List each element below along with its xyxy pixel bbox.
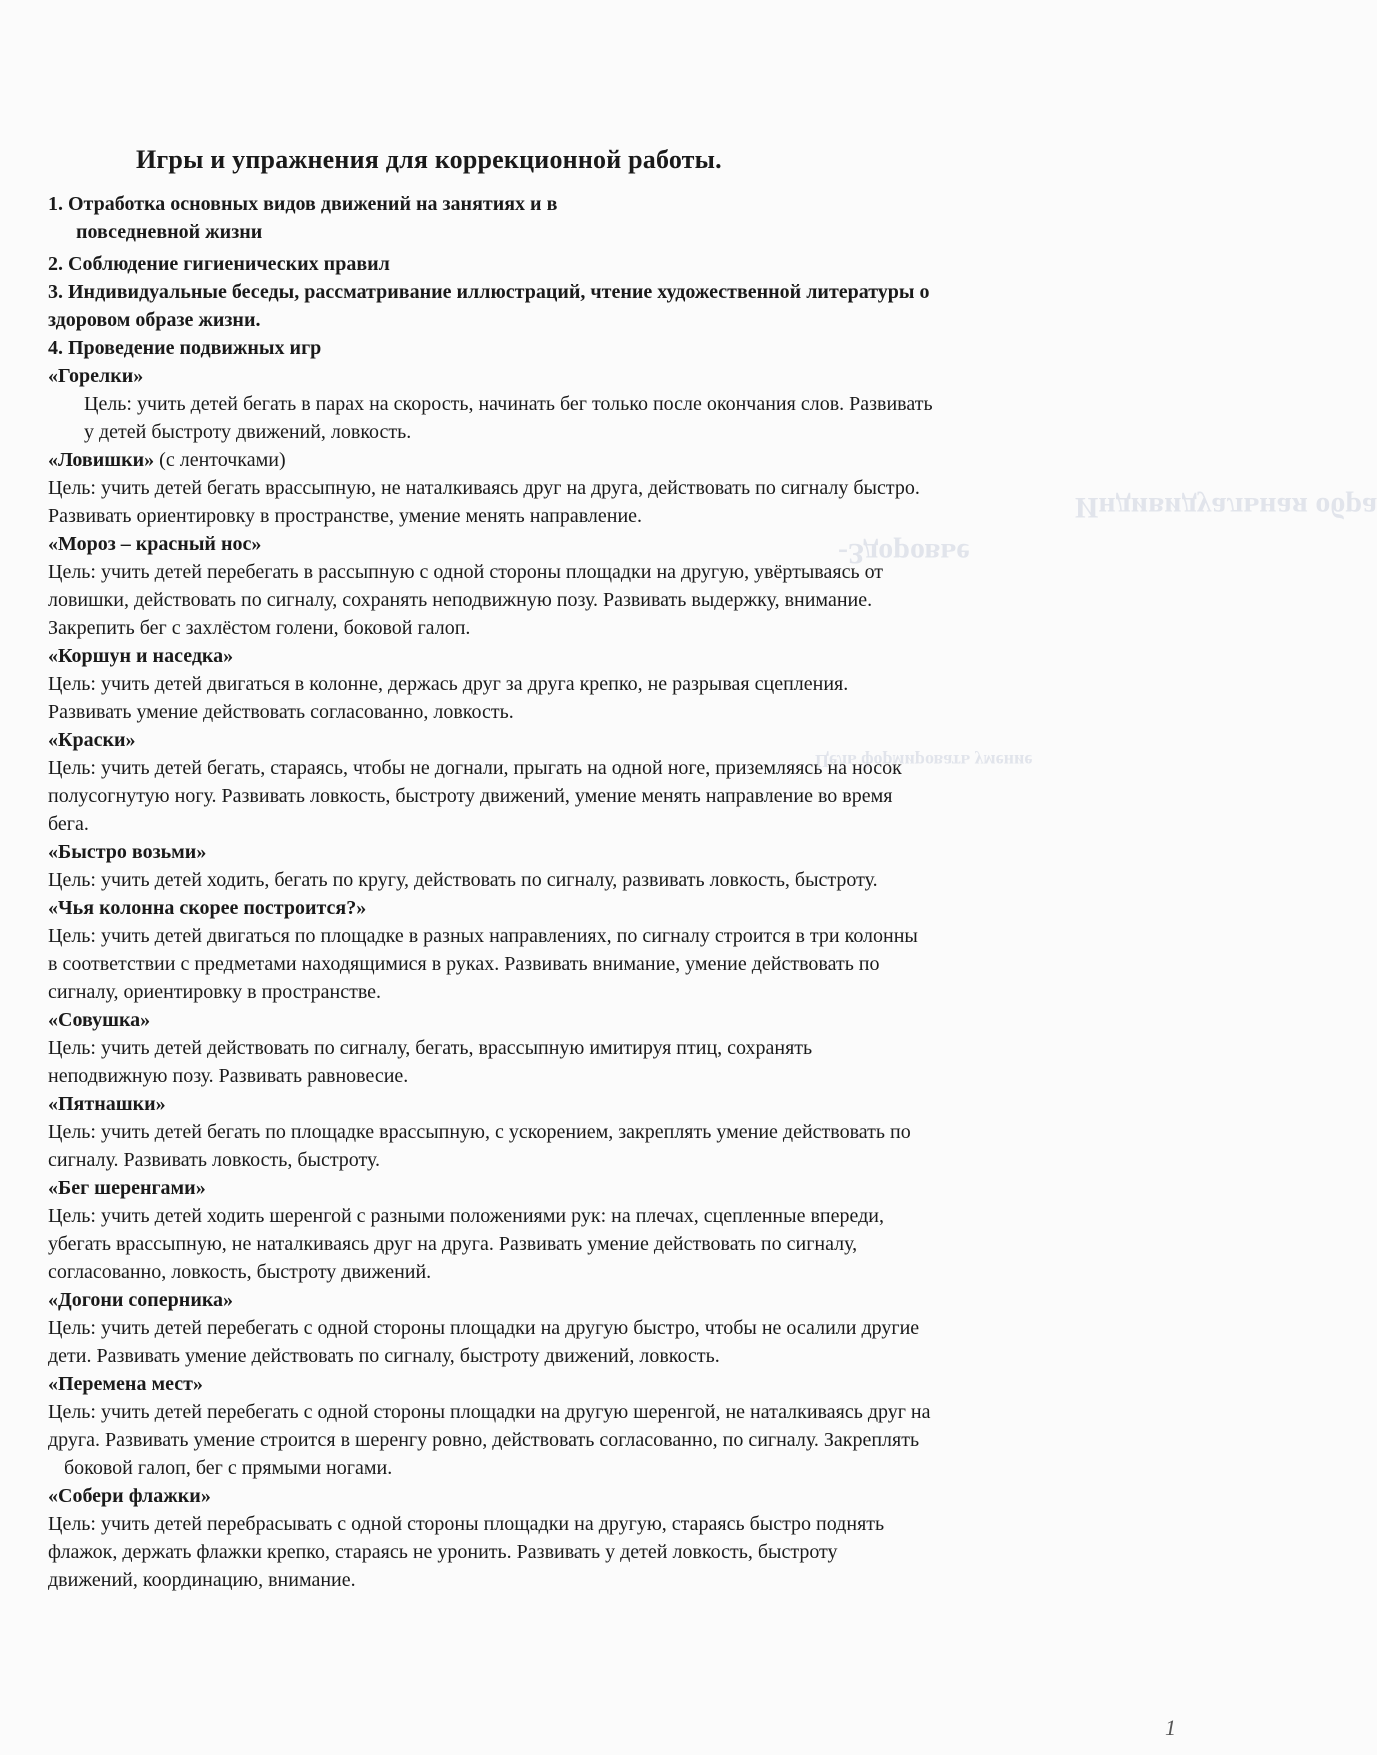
game-description: неподвижную позу. Развивать равновесие. — [48, 1065, 409, 1087]
game-description: Цель: учить детей действовать по сигналу, бегать, врассыпную имитируя птиц, сохранять — [48, 1037, 813, 1059]
game-description: дети. Развивать умение действовать по сигналу, быстроту движений, ловкость. — [48, 1345, 720, 1367]
game-title: «Догони соперника» — [48, 1289, 234, 1311]
game-description: полусогнутую ногу. Развивать ловкость, быстроту движений, умение менять направление во время — [48, 785, 893, 807]
game-title: «Чья колонна скорее построится?» — [48, 897, 367, 919]
list-item: 3. Индивидуальные беседы, рассматривание иллюстраций, чтение художественной литературы о — [48, 281, 930, 303]
game-description: у детей быстроту движений, ловкость. — [84, 421, 412, 443]
game-description: ловишки, действовать по сигналу, сохранять неподвижную позу. Развивать выдержку, внимание. — [48, 589, 873, 611]
game-title-row — [48, 446, 1188, 474]
game-description: друга. Развивать умение строится в шеренгу ровно, действовать согласованно, по сигналу. Закреплять — [48, 1429, 920, 1451]
game-title: «Пятнашки» — [48, 1093, 166, 1115]
game-description: Цель: учить детей бегать в парах на скорость, начинать бег только после окончания слов. Развивать — [84, 393, 933, 415]
game-title: «Ловишки» — [48, 449, 155, 471]
game-description: Цель: учить детей двигаться по площадке в разных направлениях, по сигналу строится в три колонны — [48, 925, 918, 947]
game-title: «Краски» — [48, 729, 136, 751]
list-item-continuation: повседневной жизни — [76, 221, 263, 243]
game-description: согласованно, ловкость, быстроту движений. — [48, 1261, 432, 1283]
game-description: Развивать умение действовать согласованно, ловкость. — [48, 701, 514, 723]
game-description: Цель: учить детей бегать, стараясь, чтобы не догнали, прыгать на одной ноге, приземляясь на носок — [48, 757, 902, 779]
game-description: сигналу. Развивать ловкость, быстроту. — [48, 1149, 381, 1171]
game-title: «Перемена мест» — [48, 1373, 203, 1395]
game-description: бега. — [48, 813, 89, 835]
game-description: в соответствии с предметами находящимися в руках. Развивать внимание, умение действовать по — [48, 953, 880, 975]
page-title: Игры и упражнения для коррекционной работы. — [136, 145, 722, 174]
game-description: убегать врассыпную, не наталкиваясь друг на друга. Развивать умение действовать по сигналу, — [48, 1233, 858, 1255]
game-description: движений, координацию, внимание. — [48, 1569, 356, 1591]
game-title: «Горелки» — [48, 365, 144, 387]
bleed-through-text: Индивидуальная обра — [1075, 491, 1377, 524]
list-item: 4. Проведение подвижных игр — [48, 337, 322, 359]
game-description: Закрепить бег с захлёстом голени, боковой галоп. — [48, 617, 471, 639]
game-title: «Бег шеренгами» — [48, 1177, 206, 1199]
list-item-continuation: здоровом образе жизни. — [48, 309, 261, 331]
game-title: «Собери флажки» — [48, 1485, 211, 1507]
game-description: Развивать ориентировку в пространстве, умение менять направление. — [48, 505, 643, 527]
game-description: Цель: учить детей бегать по площадке врассыпную, с ускорением, закреплять умение действовать по — [48, 1121, 911, 1143]
document-body — [48, 190, 1188, 1594]
game-title: «Быстро возьми» — [48, 841, 207, 863]
game-description: боковой галоп, бег с прямыми ногами. — [64, 1457, 393, 1479]
game-description: сигналу, ориентировку в пространстве. — [48, 981, 382, 1003]
game-description: Цель: учить детей ходить шеренгой с разными положениями рук: на плечах, сцепленные впереди, — [48, 1205, 884, 1227]
bleed-through-text: Цель формировать умение — [815, 751, 1033, 771]
bleed-through-text: -Здоровье — [838, 537, 970, 570]
list-item: 1. Отработка основных видов движений на занятиях и в — [48, 193, 558, 215]
game-note: (с ленточками) — [154, 449, 286, 471]
game-description: Цель: учить детей перебегать в рассыпную с одной стороны площадки на другую, увёртываясь от — [48, 561, 884, 583]
page-number: 1 — [1165, 1715, 1176, 1740]
list-item: 2. Соблюдение гигиенических правил — [48, 253, 390, 275]
game-description: Цель: учить детей бегать врассыпную, не наталкиваясь друг на друга, действовать по сигналу быстро. — [48, 477, 920, 499]
game-description: Цель: учить детей перебегать с одной стороны площадки на другую шеренгой, не наталкиваясь друг на — [48, 1401, 931, 1423]
game-title: «Совушка» — [48, 1009, 151, 1031]
game-title: «Мороз – красный нос» — [48, 533, 262, 555]
game-description: Цель: учить детей ходить, бегать по кругу, действовать по сигналу, развивать ловкость, быстроту. — [48, 869, 878, 891]
game-title: «Коршун и наседка» — [48, 645, 234, 667]
game-description: Цель: учить детей двигаться в колонне, держась друг за друга крепко, не разрывая сцепления. — [48, 673, 849, 695]
game-description: Цель: учить детей перебрасывать с одной стороны площадки на другую, стараясь быстро поднять — [48, 1513, 885, 1535]
game-description: Цель: учить детей перебегать с одной стороны площадки на другую быстро, чтобы не осалили другие — [48, 1317, 920, 1339]
game-description: флажок, держать флажки крепко, стараясь не уронить. Развивать у детей ловкость, быстроту — [48, 1541, 838, 1563]
